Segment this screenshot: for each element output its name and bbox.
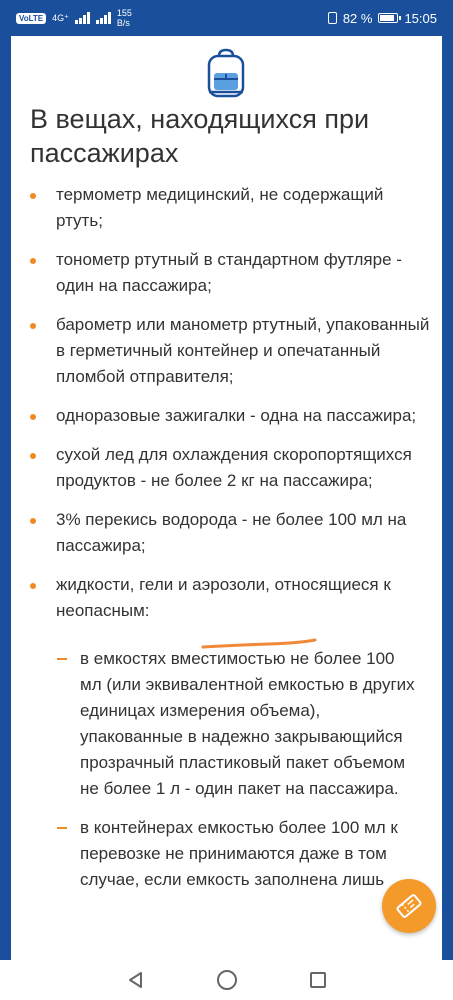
bullet-dot: [30, 193, 36, 199]
ticket-icon: [394, 891, 424, 921]
sub-list-item: [11, 815, 430, 893]
battery-icon: [378, 13, 398, 23]
speed-unit: B/s: [116, 18, 130, 28]
back-triangle-icon: [126, 970, 146, 990]
wifi-signal-icon: [96, 12, 111, 24]
list-item-text: одноразовые зажигалки - одна на пассажира;: [56, 406, 417, 425]
system-nav-bar: [0, 960, 453, 1000]
clock-time: 15:05: [404, 10, 437, 26]
nav-home-button[interactable]: [215, 968, 239, 992]
status-left: [16, 8, 132, 28]
battery-percent: 82 %: [342, 10, 373, 26]
bullet-dot: [30, 414, 36, 420]
vibrate-icon: [328, 12, 337, 24]
list-item-text: 3% перекись водорода - не более 100 мл на пассажира;: [56, 510, 407, 555]
bullet-dot: [30, 518, 36, 524]
list-item: [11, 182, 442, 234]
page-title: В вещах, находящихся при пассажирах: [30, 104, 370, 168]
list-item: [11, 507, 442, 559]
sub-list: [11, 646, 430, 893]
volte-badge: VoLTE: [16, 13, 46, 24]
backpack-icon: [203, 48, 249, 100]
status-bar: [0, 0, 453, 36]
hand-drawn-underline: [199, 637, 319, 651]
bullet-dot: [30, 583, 36, 589]
content-card[interactable]: [11, 36, 442, 960]
list-item-text: тонометр ртутный в стандартном футляре - один на пассажира;: [56, 250, 402, 295]
network-type: 4G⁺: [52, 12, 69, 23]
list-item-text: термометр медицинский, не содержащий ртуть;: [56, 185, 384, 230]
list-item: [11, 403, 442, 429]
network-speed: [117, 8, 132, 28]
nav-recents-button[interactable]: [306, 968, 330, 992]
nav-back-button[interactable]: [124, 968, 148, 992]
list-item: [11, 312, 442, 390]
list-item-text: барометр или манометр ртутный, упакованный в герметичный контейнер и опечатанный пломбой отправителя;: [56, 315, 430, 386]
dash-marker: [57, 658, 67, 660]
list-item: [11, 247, 442, 299]
sub-list-item-text: в контейнерах емкостью более 100 мл к перевозке не принимаются даже в том случае, если емкость заполнена лишь: [80, 818, 398, 889]
list-item: [11, 442, 442, 494]
list-item: [11, 572, 442, 893]
items-list: [11, 182, 442, 906]
sub-list-item: [11, 646, 430, 802]
recents-square-icon: [308, 970, 328, 990]
signal-icon: [75, 12, 90, 24]
battery-fill: [380, 15, 393, 21]
dash-marker: [57, 827, 67, 829]
ticket-fab-button[interactable]: [382, 879, 436, 933]
speed-value: 155: [116, 8, 132, 18]
bullet-dot: [30, 258, 36, 264]
sub-list-item-text: в емкостях вместимостью не более 100 мл (или эквивалентной емкостью в других единицах измерения объема), упакованные в надежно закрывающийся прозрачный пластиковый пакет объемом не более 1 л - один пакет на пассажира.: [80, 649, 415, 798]
status-right: [328, 11, 437, 26]
bullet-dot: [30, 323, 36, 329]
home-circle-icon: [216, 969, 238, 991]
list-item-text: сухой лед для охлаждения скоропортящихся продуктов - не более 2 кг на пассажира;: [56, 445, 412, 490]
bullet-dot: [30, 453, 36, 459]
list-item-text: жидкости, гели и аэрозоли, относящиеся к неопасным:: [56, 575, 391, 620]
